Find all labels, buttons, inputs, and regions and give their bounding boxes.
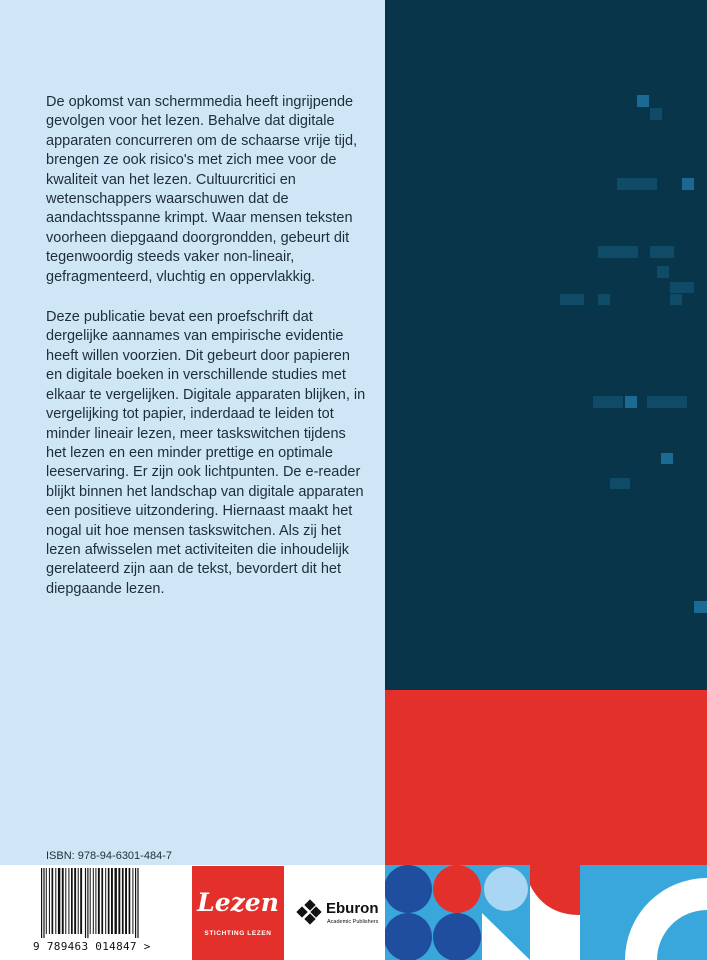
- eburon-wordmark: Eburon: [326, 900, 379, 917]
- blurb-paragraph-2: Deze publicatie bevat een proefschrift dat dergelijke aannames van empirische evidentie heeft willen voorzien. Dit gebeurt door papieren en digitale boeken in verschillende studies met elkaar te vergelijken. Digitale apparaten blijken, in vergelijking tot papier, inderdaad te leiden tot minder lineair lezen, meer taskswitchen tijdens het lezen en een minder prettige en optimale leeservaring. Er zijn ook lichtpunten. De e-reader blijkt binnen het landschap van digitale apparaten een positieve uitzondering. Hiernaast maakt het nogal uit hoe mensen taskswitchen. Als zij het lezen afwisselen met activiteiten die inhoudelijk gerelateerd zijn aan de tekst, bevordert dit het diepgaande lezen.: [46, 309, 366, 597]
- red-panel: [385, 690, 707, 865]
- barcode-bar: [58, 868, 60, 934]
- barcode-bar: [93, 868, 94, 934]
- barcode-bar: [65, 868, 66, 934]
- barcode-bar: [95, 868, 96, 934]
- barcode-bar: [85, 868, 86, 938]
- barcode-bar: [43, 868, 44, 938]
- barcode-digits: 9 789463 014847 >: [33, 940, 151, 953]
- barcode-bar: [135, 868, 136, 938]
- pixel-square: [661, 453, 673, 464]
- eburon-mark-icon: [296, 899, 322, 925]
- barcode-bar: [101, 868, 103, 934]
- barcode-bar: [71, 868, 73, 934]
- eburon-subtitle: Academic Publishers: [327, 919, 379, 925]
- barcode-bar: [74, 868, 76, 934]
- stichting-lezen-logo: [192, 866, 284, 960]
- circle-pattern-artwork: [385, 865, 707, 960]
- navy-pixel-panel: [385, 0, 707, 690]
- barcode-bar: [137, 868, 138, 938]
- barcode-bar: [55, 868, 56, 934]
- pixel-square: [657, 266, 669, 278]
- pixel-square: [610, 478, 630, 489]
- barcode-bar: [62, 868, 64, 934]
- eburon-logo: [296, 894, 378, 934]
- pixel-square: [593, 396, 623, 408]
- barcode-bar: [52, 868, 54, 934]
- pixel-square: [617, 178, 657, 190]
- barcode-bar: [111, 868, 113, 934]
- barcode-bar: [115, 868, 117, 934]
- pixel-square: [682, 178, 694, 190]
- blurb-paragraph-1: De opkomst van schermmedia heeft ingrijpende gevolgen voor het lezen. Behalve dat digitale apparaten concurreren om de schaarse vrije tijd, brengen ze ook risico's met zich mee voor de kwaliteit van het lezen. Cultuurcritici en wetenschappers waarschuwen dat de aandachtsspanne krimpt. Waar mensen teksten voorheen diepgaand doorgrondden, gebeurt dit tegenwoordig steeds vaker non-lineair, gefragmenteerd, vluchtig en oppervlakkig.: [46, 94, 358, 285]
- barcode-bar: [132, 868, 133, 934]
- pixel-square: [598, 294, 610, 305]
- pixel-square: [650, 108, 662, 120]
- barcode-bar: [46, 868, 47, 934]
- isbn-label: ISBN: 978-94-6301-484-7: [46, 850, 172, 862]
- barcode-bar: [41, 868, 42, 938]
- pixel-square: [670, 282, 694, 293]
- pixel-square: [560, 294, 584, 305]
- barcode-bar: [80, 868, 82, 934]
- pixel-square: [670, 294, 682, 305]
- barcode-bar: [105, 868, 106, 934]
- pixel-square: [650, 246, 674, 258]
- pixel-square: [625, 396, 637, 408]
- isbn-barcode: [33, 866, 183, 938]
- barcode-bar: [108, 868, 110, 934]
- barcode-bar: [87, 868, 88, 938]
- barcode-bar: [98, 868, 100, 934]
- barcode-bar: [122, 868, 124, 934]
- barcode-bar: [68, 868, 69, 934]
- lezen-wordmark: Lezen: [197, 888, 279, 917]
- pixel-square: [647, 396, 687, 408]
- barcode-bar: [78, 868, 79, 934]
- barcode-bar: [49, 868, 50, 934]
- barcode-bar: [125, 868, 127, 934]
- lezen-subtitle: STICHTING LEZEN: [204, 930, 272, 937]
- pixel-square: [694, 601, 707, 613]
- barcode-bar: [118, 868, 120, 934]
- barcode-bar: [90, 868, 91, 934]
- back-cover-text: [46, 93, 366, 620]
- pixel-square: [598, 246, 638, 258]
- barcode-bar: [129, 868, 131, 934]
- pixel-square: [637, 95, 649, 107]
